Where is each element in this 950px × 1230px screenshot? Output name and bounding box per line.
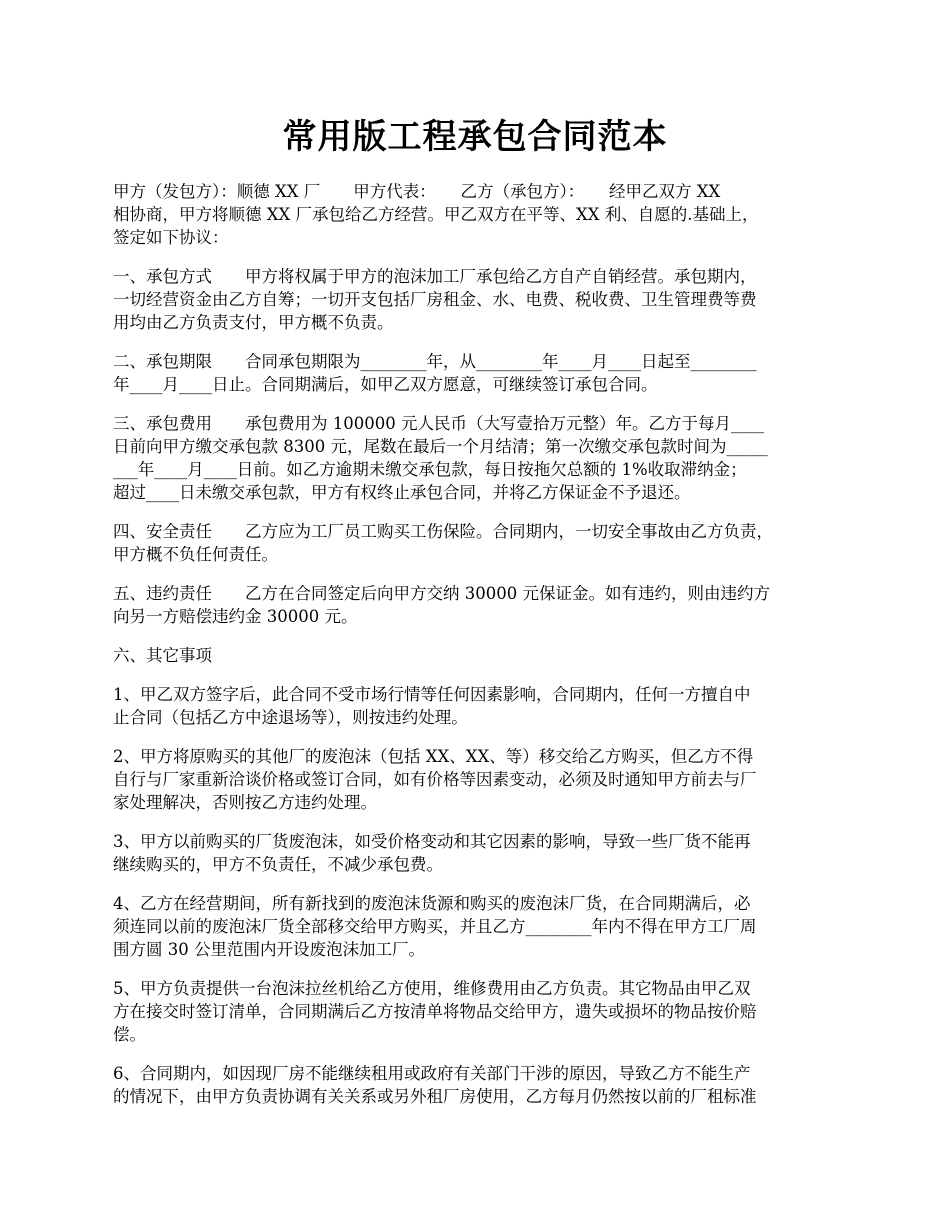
text-line: 年____月____日止。合同期满后，如甲乙双方愿意，可继续签订承包合同。 [113,375,658,394]
text-line: 向另一方赔偿违约金 30000 元。 [113,607,358,626]
paragraph-breach-liability [113,582,853,628]
text-line: 用均由乙方负责支付，甲方概不负责。 [113,313,394,332]
text-line: 一切经营资金由乙方自筹；一切开支包括厂房租金、水、电费、税收费、卫生管理费等费 [113,290,757,309]
paragraph-contract-method [113,265,853,334]
text-line: 甲方概不负任何责任。 [113,545,278,564]
paragraph-contract-term [113,350,853,396]
clause-6 [113,1062,853,1108]
text-line: 继续购买的，甲方不负责任，不减少承包费。 [113,855,443,874]
text-line: 相协商，甲方将顺德 XX 厂承包给乙方经营。甲乙双方在平等、XX 利、自愿的.基础上， [113,205,759,224]
text-line: 止合同（包括乙方中途退场等），则按违约处理。 [113,708,468,727]
text-line: 二、承包期限 合同承包期限为________年，从________年____月____日起至________ [113,352,757,371]
section-heading-other-matters [113,644,853,667]
paragraph-parties [113,180,853,249]
clause-2 [113,745,853,814]
document-title: 常用版工程承包合同范本 [282,117,668,157]
text-line: ___年____月____日前。如乙方逾期未缴交承包款，每日按拖欠总额的 1%收取滞纳金； [113,460,747,479]
text-line: 六、其它事项 [113,646,212,665]
text-line: 四、安全责任 乙方应为工厂员工购买工伤保险。合同期内，一切安全事故由乙方负责， [113,522,773,541]
text-line: 2、甲方将原购买的其他厂的废泡沫（包括 XX、XX、等）移交给乙方购买，但乙方不得 [113,747,754,766]
text-line: 一、承包方式 甲方将权属于甲方的泡沫加工厂承包给乙方自产自销经营。承包期内， [113,267,757,286]
text-line: 五、违约责任 乙方在合同签定后向甲方交纳 30000 元保证金。如有违约，则由违约方 [113,584,770,603]
text-line: 三、承包费用 承包费用为 100000 元人民币（大写壹拾万元整）年。乙方于每月____ [113,414,764,433]
text-line: 家处理解决，否则按乙方违约处理。 [113,793,377,812]
document-body [113,180,853,1124]
text-line: 3、甲方以前购买的厂货废泡沫，如受价格变动和其它因素的影响，导致一些厂货不能再 [113,832,751,851]
text-line: 5、甲方负责提供一台泡沫拉丝机给乙方使用，维修费用由乙方负责。其它物品由甲乙双 [113,979,751,998]
text-line: 签定如下协议： [113,228,229,247]
text-line: 须连同以前的废泡沫厂货全部移交给甲方购买，并且乙方________年内不得在甲方工厂周 [113,917,757,936]
text-line: 方在接交时签订清单，合同期满后乙方按清单将物品交给甲方，遗失或损坏的物品按价赔 [113,1002,757,1021]
text-line: 的情况下，由甲方负责协调有关关系或另外租厂房使用，乙方每月仍然按以前的厂租标准 [113,1087,757,1106]
paragraph-contract-fee [113,412,853,504]
clause-4 [113,892,853,961]
paragraph-safety-liability [113,520,853,566]
clause-1 [113,683,853,729]
text-line: 4、乙方在经营期间，所有新找到的废泡沫货源和购买的废泡沫厂货，在合同期满后，必 [113,894,751,913]
text-line: 偿。 [113,1025,146,1044]
text-line: 6、合同期内，如因现厂房不能继续租用或政府有关部门干涉的原因，导致乙方不能生产 [113,1064,751,1083]
clause-3 [113,830,853,876]
text-line: 甲方（发包方）：顺德 XX 厂 甲方代表： 乙方（承包方）： 经甲乙双方 XX [113,182,721,201]
text-line: 日前向甲方缴交承包款 8300 元，尾数在最后一个月结清；第一次缴交承包款时间为_____ [113,437,768,456]
text-line: 围方圆 30 公里范围内开设废泡沫加工厂。 [113,940,425,959]
text-line: 自行与厂家重新洽谈价格或签订合同，如有价格等因素变动，必须及时通知甲方前去与厂 [113,770,757,789]
text-line: 1、甲乙双方签字后，此合同不受市场行情等任何因素影响，合同期内，任何一方擅自中 [113,685,751,704]
text-line: 超过____日未缴交承包款，甲方有权终止承包合同，并将乙方保证金不予退还。 [113,483,691,502]
clause-5 [113,977,853,1046]
